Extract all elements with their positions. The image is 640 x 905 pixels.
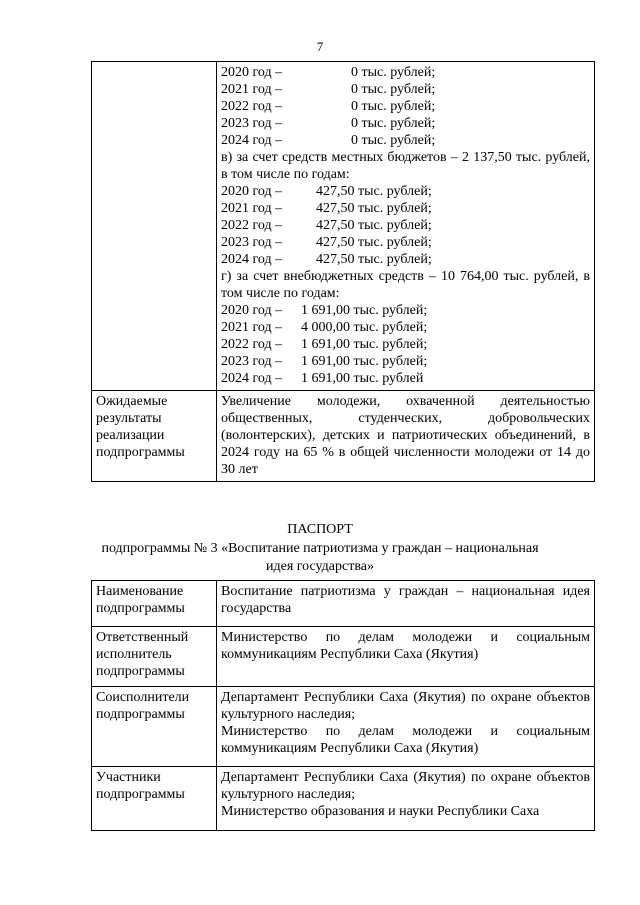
funding-year-row: [221, 251, 590, 268]
funding-row: [92, 62, 595, 391]
funding-list-top: [221, 64, 590, 149]
funding-table: [91, 61, 595, 482]
year-amount: 427,50 тыс. рублей;: [316, 184, 432, 199]
funding-year-row: [221, 370, 590, 387]
funding-year-row: [221, 217, 590, 234]
passport-title: ПАСПОРТ: [287, 522, 353, 537]
year-label: 2024 год –: [221, 252, 283, 267]
row-label: Наименование подпрограммы: [92, 581, 217, 627]
year-amount: 1 691,00 тыс. рублей;: [301, 354, 428, 369]
funding-year-row: [221, 200, 590, 217]
funding-year-row: [221, 302, 590, 319]
funding-year-row: [221, 319, 590, 336]
page-number: 7: [316, 39, 324, 54]
local-budget-heading: в) за счет средств местных бюджетов – 2 137,50 тыс. рублей, в том числе по годам:: [221, 150, 590, 182]
year-amount: 1 691,00 тыс. рублей: [301, 371, 424, 386]
table-row: [92, 581, 595, 627]
year-label: 2022 год –: [221, 337, 283, 352]
year-label: 2022 год –: [221, 99, 283, 114]
empty-label-cell: [92, 62, 217, 391]
row-text-part: Департамент Республики Саха (Якутия) по охране объектов культурного наследия;: [221, 690, 590, 722]
year-label: 2024 год –: [221, 133, 283, 148]
year-amount: 1 691,00 тыс. рублей;: [301, 337, 428, 352]
year-label: 2020 год –: [221, 65, 283, 80]
funding-list-extra: [221, 302, 590, 387]
row-label: Ответственный исполнитель подпрограммы: [92, 627, 217, 687]
passport-table: [91, 580, 595, 831]
row-text-part: Департамент Республики Саха (Якутия) по охране объектов культурного наследия;: [221, 770, 590, 802]
year-amount: 427,50 тыс. рублей;: [316, 201, 432, 216]
funding-year-row: [221, 353, 590, 370]
row-text: Воспитание патриотизма у граждан – национальная идея государства: [217, 581, 595, 627]
results-row: [92, 391, 595, 482]
row-label: Соисполнители подпрограммы: [92, 687, 217, 767]
year-label: 2021 год –: [221, 82, 283, 97]
year-amount: 4 000,00 тыс. рублей;: [301, 320, 428, 335]
extra-budget-heading: г) за счет внебюджетных средств – 10 764,00 тыс. рублей, в том числе по годам:: [221, 269, 590, 301]
row-text: [217, 687, 595, 767]
funding-year-row: [221, 234, 590, 251]
row-label: Участники подпрограммы: [92, 767, 217, 831]
year-amount: 0 тыс. рублей;: [351, 133, 436, 148]
table-row: [92, 687, 595, 767]
passport-subtitle-line1: подпрограммы № 3 «Воспитание патриотизма у граждан – национальная: [101, 541, 539, 556]
results-label: Ожидаемые результаты реализации подпрограммы: [92, 391, 217, 482]
funding-year-row: [221, 132, 590, 149]
year-amount: 427,50 тыс. рублей;: [316, 218, 432, 233]
funding-details-cell: [217, 62, 595, 391]
year-amount: 427,50 тыс. рублей;: [316, 252, 432, 267]
results-text: Увеличение молодежи, охваченной деятельностью общественных, студенческих, добровольческих (волонтерских), детских и патриотических объединений, в 2024 году на 65 % в общей численности молодежи от 14 до 30 лет: [217, 391, 595, 482]
table-row: [92, 627, 595, 687]
year-amount: 427,50 тыс. рублей;: [316, 235, 432, 250]
year-amount: 0 тыс. рублей;: [351, 99, 436, 114]
year-label: 2021 год –: [221, 320, 283, 335]
year-label: 2024 год –: [221, 371, 283, 386]
funding-list-local: [221, 183, 590, 268]
year-label: 2020 год –: [221, 303, 283, 318]
row-text: [217, 767, 595, 831]
year-label: 2021 год –: [221, 201, 283, 216]
year-label: 2023 год –: [221, 116, 283, 131]
year-label: 2022 год –: [221, 218, 283, 233]
year-amount: 1 691,00 тыс. рублей;: [301, 303, 428, 318]
funding-year-row: [221, 98, 590, 115]
funding-year-row: [221, 183, 590, 200]
year-amount: 0 тыс. рублей;: [351, 65, 436, 80]
year-amount: 0 тыс. рублей;: [351, 82, 436, 97]
year-amount: 0 тыс. рублей;: [351, 116, 436, 131]
funding-year-row: [221, 115, 590, 132]
funding-year-row: [221, 81, 590, 98]
row-text: Министерство по делам молодежи и социальным коммуникациям Республики Саха (Якутия): [217, 627, 595, 687]
funding-year-row: [221, 336, 590, 353]
year-label: 2020 год –: [221, 184, 283, 199]
funding-year-row: [221, 64, 590, 81]
row-text-part: Министерство образования и науки Республики Саха: [221, 804, 540, 819]
year-label: 2023 год –: [221, 354, 283, 369]
row-text-part: Министерство по делам молодежи и социальным коммуникациям Республики Саха (Якутия): [221, 724, 590, 756]
passport-subtitle-line2: идея государства»: [266, 559, 374, 574]
year-label: 2023 год –: [221, 235, 283, 250]
table-row: [92, 767, 595, 831]
